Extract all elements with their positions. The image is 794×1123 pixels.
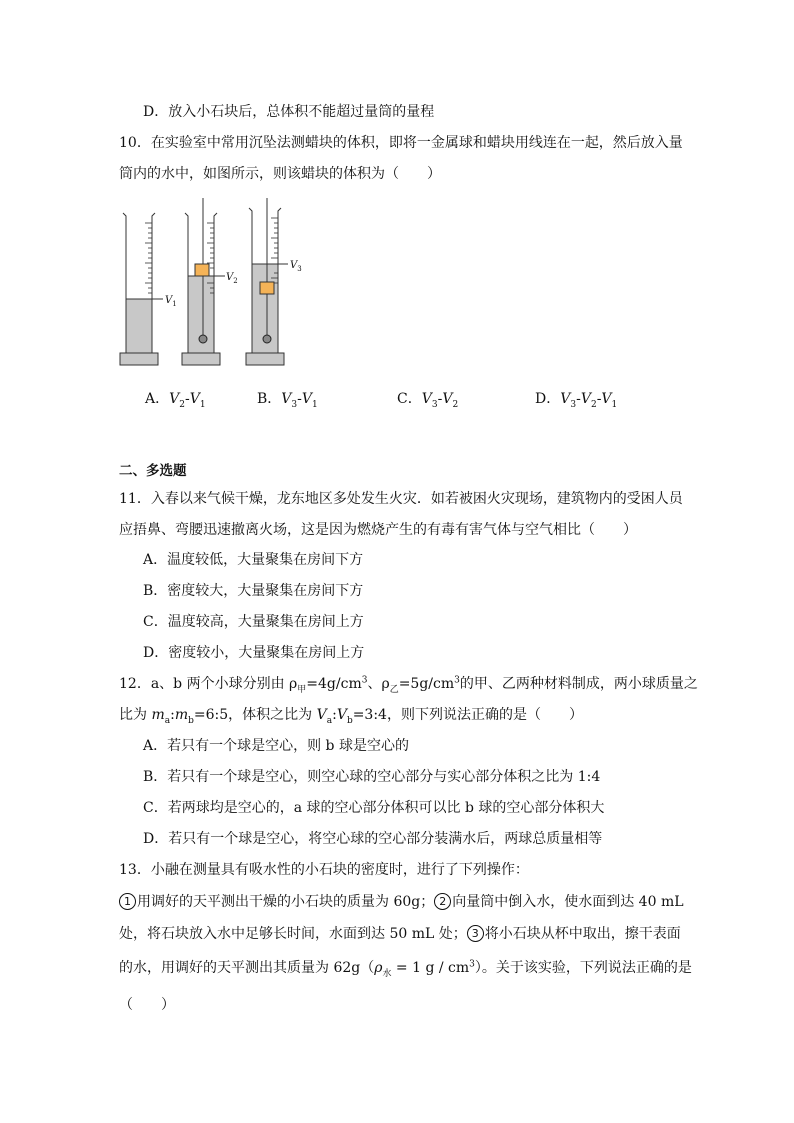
q11-option-c[interactable]: C．温度较高，大量聚集在房间上方	[143, 614, 364, 630]
q12-stem-line2: 比为 $m_a:m_b=6:5$，体积之比为 $V_a:V_b=3:4$，则下列说法正确的是（ ）	[119, 707, 583, 726]
q13-stem-line3: 处，将石块放入水中足够长时间，水面到达 50 mL 处； 3 将小石块从杯中取出，擦干表面	[119, 926, 681, 942]
q10-option-c[interactable]: C．$V_3-V_2$	[397, 391, 459, 410]
cylinder-2	[182, 198, 225, 365]
label-v1: $V_1$	[165, 295, 177, 308]
q9-option-d: D．放入小石块后，总体积不能超过量筒的量程	[143, 104, 435, 120]
step-2-marker: 2	[434, 893, 451, 910]
label-v2: $V_2$	[226, 272, 238, 285]
q12-option-b[interactable]: B．若只有一个球是空心，则空心球的空心部分与实心部分体积之比为 1:4	[143, 769, 601, 785]
q11-option-b[interactable]: B．密度较大，大量聚集在房间下方	[143, 583, 364, 599]
metal-ball-3	[263, 335, 271, 343]
step-1-marker: 1	[119, 893, 136, 910]
q10-option-a[interactable]: A．$V_2-V_1$	[145, 391, 206, 410]
q13-stem-line4: 的水，用调好的天平测出其质量为 $62g(\rho_水 = 1$ g / $cm^3$）。关于该实验，下列说法正确的是	[119, 959, 692, 979]
label-v3: $V_3$	[290, 260, 302, 273]
q12-option-c[interactable]: C．若两球均是空心的，a 球的空心部分体积可以比 b 球的空心部分体积大	[143, 800, 605, 816]
wax-block-3	[260, 282, 274, 294]
metal-ball-2	[199, 335, 207, 343]
q10-stem-line2: 筒内的水中，如图所示，则该蜡块的体积为（ ）	[119, 166, 441, 182]
q10-option-d[interactable]: D．$V_3-V_2-V_1$	[535, 391, 618, 410]
q13-stem-line2: 1 用调好的天平测出干燥的小石块的质量为 60g； 2 向量筒中倒入水，使水面到达 40 mL	[119, 892, 684, 912]
q13-stem-line5: （ ）	[119, 997, 175, 1013]
q12-option-a[interactable]: A．若只有一个球是空心，则 b 球是空心的	[143, 738, 409, 754]
q12-stem-line1: 12．a、b 两个小球分别由 $\rho_甲=4g/cm^3$、$\rho_乙=5g/cm^3$的甲、乙两种材料制成，两小球质量之	[119, 675, 698, 695]
wax-block-2	[195, 264, 209, 276]
cylinder-1	[120, 213, 163, 365]
q11-option-d[interactable]: D．密度较小，大量聚集在房间上方	[143, 645, 365, 661]
q11-option-a[interactable]: A．温度较低，大量聚集在房间下方	[143, 552, 364, 568]
q11-stem-line2: 应捂鼻、弯腰迅速撤离火场，这是因为燃烧产生的有毒有害气体与空气相比（ ）	[119, 522, 637, 538]
graduated-cylinders-figure	[115, 198, 315, 370]
cylinder-1-water	[126, 299, 152, 353]
cylinder-3	[246, 198, 288, 365]
q10-stem-line1: 10．在实验室中常用沉坠法测蜡块的体积，即将一金属球和蜡块用线连在一起，然后放入量	[119, 135, 683, 151]
q10-option-b[interactable]: B．$V_3-V_1$	[257, 391, 318, 410]
step-3-marker: 3	[467, 925, 484, 942]
q12-option-d[interactable]: D．若只有一个球是空心，将空心球的空心部分装满水后，两球总质量相等	[143, 831, 603, 847]
section-title-multi-choice: 二、多选题	[119, 463, 187, 479]
q13-stem-line1: 13．小融在测量具有吸水性的小石块的密度时，进行了下列操作：	[119, 862, 529, 878]
q11-stem-line1: 11．入春以来气候干燥，龙东地区多处发生火灾．如若被困火灾现场，建筑物内的受困人员	[119, 491, 683, 507]
